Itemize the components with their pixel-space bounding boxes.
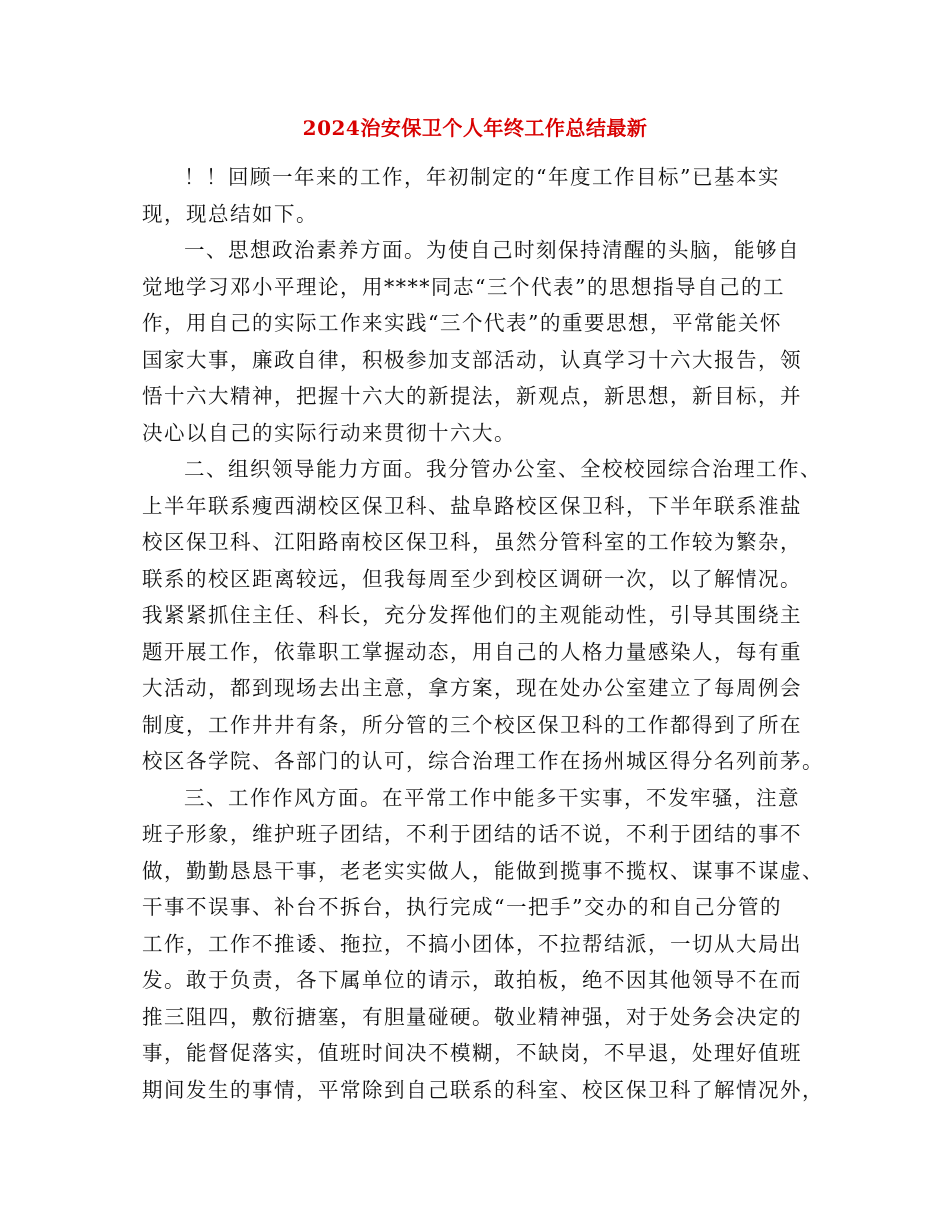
paragraph-line: 做，勤勤恳恳干事，老老实实做人，能做到揽事不揽权、谋事不谋虚、 bbox=[142, 858, 824, 883]
paragraph-line: 国家大事，廉政自律，积极参加支部活动，认真学习十六大报告，领 bbox=[142, 347, 802, 372]
paragraph-line: 发。敢于负责，各下属单位的请示，敢拍板，绝不因其他领导不在而 bbox=[142, 968, 802, 992]
paragraph-line: 我紧紧抓住主任、科长，充分发挥他们的主观能动性，引导其围绕主 bbox=[142, 603, 802, 627]
paragraph-line: 悟十六大精神，把握十六大的新提法，新观点，新思想，新目标，并 bbox=[142, 384, 802, 408]
paragraph-line: 期间发生的事情，平常除到自己联系的科室、校区保卫科了解情况外， bbox=[142, 1077, 824, 1102]
paragraph-line: 联系的校区距离较远，但我每周至少到校区调研一次，以了解情况。 bbox=[142, 566, 802, 591]
paragraph-line: 现，现总结如下。 bbox=[142, 201, 318, 226]
paragraph-line: 干事不误事、补台不拆台，执行完成“一把手”交办的和自己分管的 bbox=[142, 895, 782, 919]
document-body bbox=[142, 159, 824, 1108]
paragraph-line: 校区保卫科、江阳路南校区保卫科，虽然分管科室的工作较为繁杂， bbox=[142, 530, 802, 554]
document-title: 2024治安保卫个人年终工作总结最新 bbox=[302, 116, 648, 140]
paragraph-line: 班子形象，维护班子团结，不利于团结的话不说，不利于团结的事不 bbox=[142, 822, 802, 846]
paragraph-line: 一、思想政治素养方面。为使自己时刻保持清醒的头脑，能够自 bbox=[184, 238, 800, 262]
paragraph-line: 二、组织领导能力方面。我分管办公室、全校校园综合治理工作、 bbox=[184, 457, 822, 481]
paragraph-line: ！！回顾一年来的工作，年初制定的“年度工作目标”已基本实 bbox=[184, 165, 780, 189]
paragraph-line: 觉地学习邓小平理论，用****同志“三个代表”的思想指导自己的工 bbox=[142, 274, 785, 299]
paragraph-line: 工作，工作不推诿、拖拉，不搞小团体，不拉帮结派，一切从大局出 bbox=[142, 931, 802, 956]
paragraph-line: 校区各学院、各部门的认可，综合治理工作在扬州城区得分名列前茅。 bbox=[142, 749, 824, 773]
paragraph-line: 推三阻四，敷衍搪塞，有胆量碰硬。敬业精神强，对于处务会决定的 bbox=[142, 1004, 802, 1029]
paragraph-line: 决心以自己的实际行动来贯彻十六大。 bbox=[142, 420, 516, 445]
paragraph-line: 上半年联系瘦西湖校区保卫科、盐阜路校区保卫科，下半年联系淮盐 bbox=[142, 493, 802, 518]
paragraph-line: 作，用自己的实际工作来实践“三个代表”的重要思想，平常能关怀 bbox=[142, 311, 782, 335]
paragraph-line: 三、工作作风方面。在平常工作中能多干实事，不发牢骚，注意 bbox=[184, 785, 800, 810]
paragraph-line: 题开展工作，依靠职工掌握动态，用自己的人格力量感染人，每有重 bbox=[142, 639, 802, 664]
paragraph-line: 事，能督促落实，值班时间决不模糊，不缺岗，不早退，处理好值班 bbox=[142, 1041, 802, 1065]
paragraph-line: 大活动，都到现场去出主意，拿方案，现在处办公室建立了每周例会 bbox=[142, 676, 802, 700]
paragraph-line: 制度，工作井井有条，所分管的三个校区保卫科的工作都得到了所在 bbox=[142, 712, 802, 737]
